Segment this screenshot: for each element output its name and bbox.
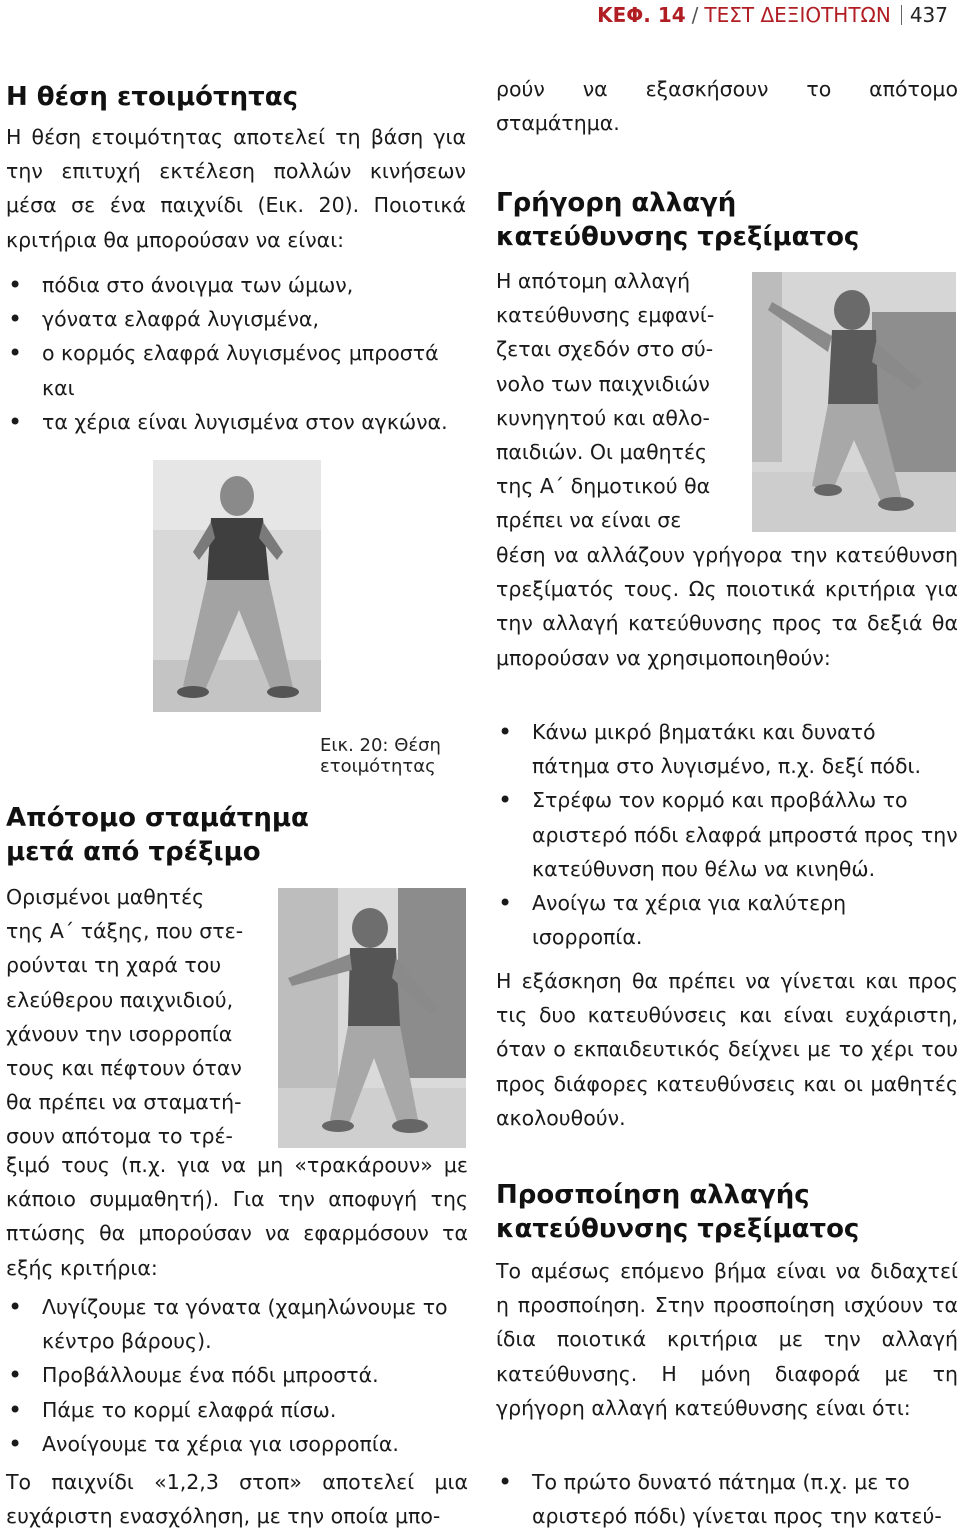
list-item: • γόνατα ελαφρά λυγισμένα, xyxy=(6,302,468,336)
sudden-stop-closing: Το παιχνίδι «1,2,3 στοπ» αποτελεί μια ευχάριστη ενασχόληση, με την οποία μπο- xyxy=(6,1470,468,1529)
list-item: • Προβάλλουμε ένα πόδι μπροστά. xyxy=(6,1358,468,1392)
ready-position-photo xyxy=(153,460,321,712)
list-item: • Πάμε το κορμί ελαφρά πίσω. xyxy=(6,1393,468,1427)
text-line: πρέπει να είναι σε xyxy=(496,508,682,533)
heading-line: κατεύθυνσης τρεξίματος xyxy=(496,1214,860,1244)
direction-change-criteria-list xyxy=(496,715,958,954)
section-heading-feint xyxy=(496,1178,859,1246)
text-line: Ορισμένοι μαθητές xyxy=(6,885,205,909)
list-item: • τα χέρια είναι λυγισμένα στον αγκώνα. xyxy=(6,405,468,439)
section-heading-ready-position: Η θέση ετοιμότητας xyxy=(6,82,298,112)
text-line: της Α΄ δημοτικού θα xyxy=(496,474,711,499)
text-line: της Α΄ τάξης, που στε- xyxy=(6,919,244,944)
direction-change-photo xyxy=(752,272,956,532)
list-item: • Ανοίγουμε τα χέρια για ισορροπία. xyxy=(6,1427,468,1461)
sudden-stop-continued-text: ρούν να εξασκήσουν το απότομο σταμάτημα. xyxy=(496,77,958,136)
feint-criteria-list xyxy=(496,1465,958,1533)
text-line: ρούνται τη χαρά του xyxy=(6,953,222,978)
list-item: • Το πρώτο δυνατό πάτημα (π.χ. με το αριστερό πόδι) γίνεται προς την κατεύ- xyxy=(496,1465,958,1533)
page-header xyxy=(597,2,948,28)
text-line: θα πρέπει να σταματή- xyxy=(6,1090,242,1115)
text-line: κυνηγητού και αθλο- xyxy=(496,405,710,430)
ready-criteria-list xyxy=(6,268,468,439)
header-divider xyxy=(901,5,902,25)
chapter-label: ΚΕΦ. 14 xyxy=(597,3,686,27)
sudden-stop-wrapped-text xyxy=(6,880,260,1154)
text-line: τους και πέφτουν όταν xyxy=(6,1056,242,1081)
page-number: 437 xyxy=(909,3,948,27)
sudden-stop-continuation: ξιμό τους (π.χ. για να μη «τρακάρουν» με κάποιο συμμαθητή). Για την αποφυγή της πτώσης θα μπορούσαν να εφαρμόσουν τα εξής κριτήρια: xyxy=(6,1153,468,1280)
heading-line: Γρήγορη αλλαγή xyxy=(496,188,737,218)
section-heading-sudden-stop xyxy=(6,801,309,869)
direction-change-practice: Η εξάσκηση θα πρέπει να γίνεται και προς τις δυο κατευθύνσεις και είναι ευχάριστη, όταν ο εκπαιδευτικός δείχνει με το χέρι του προς διάφορες κατευθύνσεις και οι μαθητές ακολουθούν. xyxy=(496,969,958,1130)
feint-text: Το αμέσως επόμενο βήμα είναι να διδαχτεί η προσποίηση. Στην προσποίηση ισχύουν τα ίδια ποιοτικά κριτήρια με την αλλαγή κατεύθυνσης. Η μόνη διαφορά με τη γρήγορη αλλαγή κατεύθυνσης είναι ότι: xyxy=(496,1259,958,1420)
ready-position-intro: Η θέση ετοιμότητας αποτελεί τη βάση για την επιτυχή εκτέλεση πολλών κινήσεων μέσα σε ένα παιχνίδι (Εικ. 20). Ποιοτικά κριτήρια θα μπορούσαν να είναι: xyxy=(6,125,466,252)
direction-change-continuation: θέση να αλλάζουν γρήγορα την κατεύθυνση τρεξίματός τους. Ως ποιοτικά κριτήρια για την αλλαγή κατεύθυνσης προς τα δεξιά θα μπορούσαν να χρησιμοποιηθούν: xyxy=(496,543,958,670)
direction-change-wrapped-text xyxy=(496,264,740,538)
list-item: • Κάνω μικρό βηματάκι και δυνατό πάτημα στο λυγισμένο, π.χ. δεξί πόδι. xyxy=(496,715,958,783)
list-item: • Στρέφω τον κορμό και προβάλλω το αριστερό πόδι ελαφρά μπροστά προς την κατεύθυνση που θέλω να κινηθώ. xyxy=(496,783,958,886)
header-separator: / xyxy=(691,3,699,27)
heading-line: Απότομο σταμάτημα xyxy=(6,803,309,833)
sudden-stop-criteria-list xyxy=(6,1290,468,1461)
text-line: κατεύθυνσης εμφανί- xyxy=(496,303,715,328)
text-line: Η απότομη αλλαγή xyxy=(496,269,691,293)
heading-line: μετά από τρέξιμο xyxy=(6,837,261,867)
text-line: ελεύθερου παιχνιδιού, xyxy=(6,987,234,1012)
text-line: χάνουν την ισορροπία xyxy=(6,1021,233,1046)
list-item: • πόδια στο άνοιγμα των ώμων, xyxy=(6,268,468,302)
sudden-stop-photo xyxy=(278,888,466,1148)
heading-line: κατεύθυνσης τρεξίματος xyxy=(496,222,860,252)
list-item: • Ανοίγω τα χέρια για καλύτερη ισορροπία. xyxy=(496,886,958,954)
heading-line: Προσποίηση αλλαγής xyxy=(496,1180,810,1210)
figure-caption: Εικ. 20: Θέση ετοιμότητας xyxy=(320,735,441,777)
text-line: ζεται σχεδόν στο σύ- xyxy=(496,337,714,362)
list-item: • ο κορμός ελαφρά λυγισμένος μπροστά και xyxy=(6,336,468,404)
section-heading-direction-change xyxy=(496,186,859,254)
text-line: νολο των παιχνιδιών xyxy=(496,371,710,396)
list-item: • Λυγίζουμε τα γόνατα (χαμηλώνουμε το κέντρο βάρους). xyxy=(6,1290,468,1358)
text-line: παιδιών. Οι μαθητές xyxy=(496,440,708,465)
chapter-title: ΤΕΣΤ ΔΕΞΙΟΤΗΤΩΝ xyxy=(704,3,891,27)
text-line: σουν απότομα το τρέ- xyxy=(6,1124,233,1149)
